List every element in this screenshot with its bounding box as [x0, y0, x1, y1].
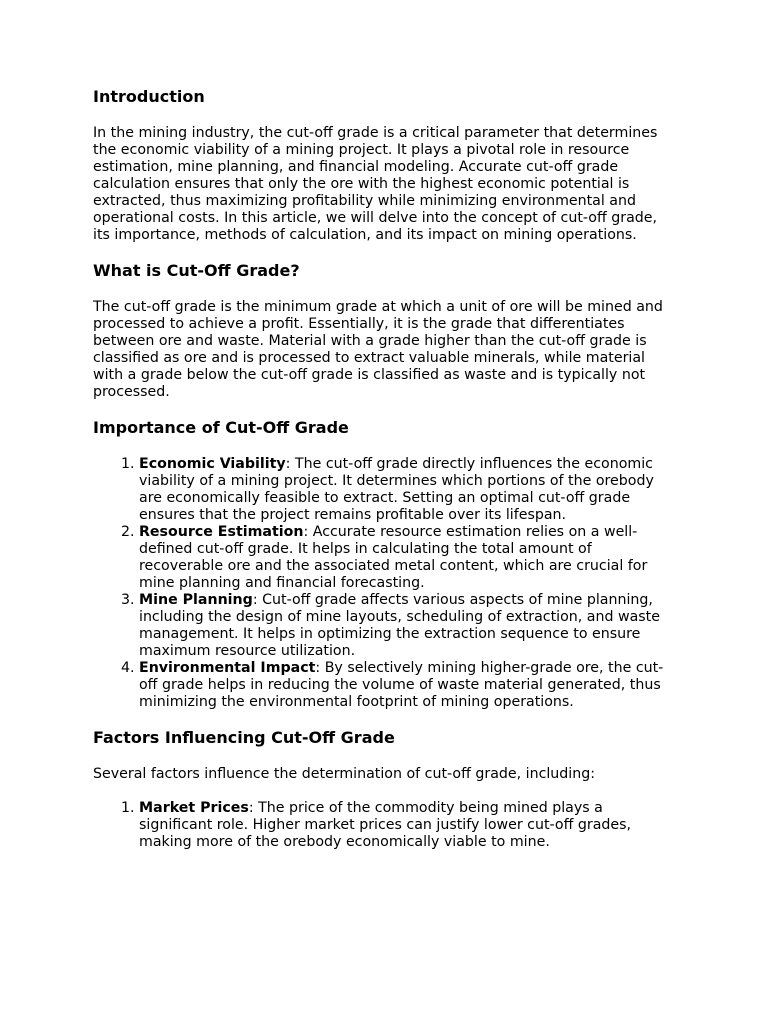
list-item-text: : The cut-off grade directly influences the economic viability of a mining project. It determines which portions of the orebody are economically feasible to extract. Setting an optimal cut-off grade ensures that the project remains profitable over its lifespan. — [139, 456, 654, 523]
list-item — [139, 456, 678, 524]
list-item-term: Economic Viability — [139, 456, 286, 472]
list-item-term: Mine Planning — [139, 592, 253, 608]
heading-importance: Importance of Cut-Off Grade — [93, 418, 349, 437]
list-item-text: : Accurate resource estimation relies on a well-defined cut-off grade. It helps in calculating the total amount of recoverable ore and the associated metal content, which are crucial for mine planning and financial forecasting. — [139, 524, 648, 591]
list-item-text: : The price of the commodity being mined plays a significant role. Higher market prices can justify lower cut-off grades, making more of the orebody economically viable to mine. — [139, 800, 632, 850]
factors-list — [93, 800, 678, 851]
paragraph-factors: Several factors influence the determination of cut-off grade, including: — [93, 766, 596, 782]
heading-what-is-cut-off-grade: What is Cut-Off Grade? — [93, 261, 300, 280]
list-item-text: : Cut-off grade affects various aspects of mine planning, including the design of mine layouts, scheduling of extraction, and waste management. It helps in optimizing the extraction sequence to ensure maximum resource utilization. — [139, 592, 660, 659]
list-item — [139, 660, 678, 711]
paragraph-introduction: In the mining industry, the cut-off grade is a critical parameter that determines the economic viability of a mining project. It plays a pivotal role in resource estimation, mine planning, and financial modeling. Accurate cut-off grade calculation ensures that only the ore with the highest economic potential is extracted, thus maximizing profitability while minimizing environmental and operational costs. In this article, we will delve into the concept of cut-off grade, its importance, methods of calculation, and its impact on mining operations. — [93, 125, 658, 243]
list-item-text: : By selectively mining higher-grade ore, the cut-off grade helps in reducing the volume of waste material generated, thus minimizing the environmental footprint of mining operations. — [139, 660, 664, 710]
list-item — [139, 592, 678, 660]
list-item-term: Environmental Impact — [139, 660, 316, 676]
heading-introduction: Introduction — [93, 87, 205, 106]
paragraph-what-is-cut-off-grade: The cut-off grade is the minimum grade at which a unit of ore will be mined and processed to achieve a profit. Essentially, it is the grade that differentiates between ore and waste. Material with a grade higher than the cut-off grade is classified as ore and is processed to extract valuable minerals, while material with a grade below the cut-off grade is classified as waste and is typically not processed. — [93, 299, 663, 400]
list-item — [139, 800, 678, 851]
list-item-term: Resource Estimation — [139, 524, 304, 540]
list-item — [139, 524, 678, 592]
importance-list — [93, 456, 678, 711]
heading-factors: Factors Influencing Cut-Off Grade — [93, 728, 395, 747]
list-item-term: Market Prices — [139, 800, 249, 816]
